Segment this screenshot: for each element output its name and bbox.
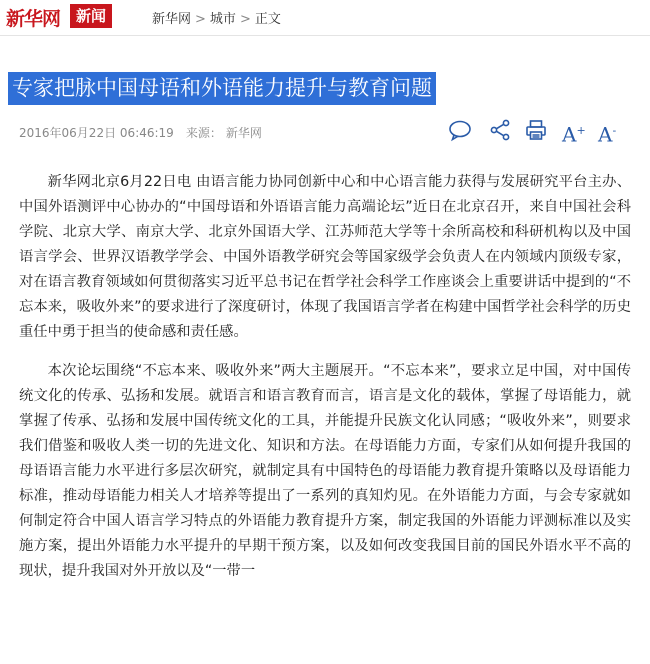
- publish-time: 06:46:19: [119, 126, 174, 140]
- breadcrumb: [152, 8, 281, 27]
- font-increase-glyph: A: [562, 122, 577, 147]
- publish-date: 2016年06月22日: [19, 126, 117, 140]
- font-decrease-minus: -: [612, 124, 617, 137]
- font-decrease-glyph: A: [598, 122, 613, 147]
- breadcrumb-current: 正文: [254, 12, 281, 27]
- header-divider: [0, 35, 650, 36]
- article-title: 专家把脉中国母语和外语能力提升与教育问题: [8, 72, 436, 105]
- breadcrumb-city[interactable]: 城市: [209, 12, 236, 27]
- article-paragraph: 本次论坛围绕“不忘本来、吸收外来”两大主题展开。“不忘本来”，要求立足中国，对中国传统文化的传承、弘扬和发展。就语言和语言教育而言，语言是文化的载体，掌握了母语能力，就掌握了传承、弘扬和发展中国传统文化的工具，并能提升民族文化认同感；“吸收外来”，则要求我们借鉴和吸收人类一切的先进文化、知识和方法。在母语能力方面，专家们从如何提升我国的母语语言能力水平进行多层次研究，就制定具有中国特色的母语能力教育提升策略以及母语能力标准，推动母语能力相关人才培养等提出了一系列的真知灼见。在外语能力方面，与会专家就如何制定符合中国人语言学习特点的外语能力教育提升方案，制定我国的外语能力评测标准以及实施方案，提出外语能力水平提升的早期干预方案，以及如何改变我国目前的国民外语水平不高的现状，提升我国对外开放以及“一带一: [19, 363, 631, 579]
- article-paragraph: 新华网北京6月22日电 由语言能力协同创新中心和中心语言能力获得与发展研究平台主办、中国外语测评中心协办的“中国母语和外语语言能力高端论坛”近日在北京召开，来自中国社会科学院、北京大学、南京大学、北京外国语大学、江苏师范大学等十余所高校和科研机构以及中国语言学会、世界汉语教学学会、中国外语教学研究会等国家级学会负责人在内领域内顶级专家，对在语言教育领域如何贯彻落实习近平总书记在哲学社会科学工作座谈会上重要讲话中提到的“不忘本来，吸收外来”的要求进行了深度研讨，体现了我国语言学者在构建中国哲学社会科学的历史重任中勇于担当的使命感和责任感。: [19, 174, 631, 340]
- article-body: [19, 170, 631, 598]
- source-name[interactable]: 新华网: [225, 126, 262, 140]
- share-icon[interactable]: [488, 118, 514, 146]
- font-increase-icon[interactable]: [562, 118, 588, 146]
- comment-icon[interactable]: [448, 118, 474, 146]
- font-increase-plus: +: [576, 124, 586, 137]
- font-decrease-icon[interactable]: [598, 118, 624, 146]
- channel-badge[interactable]: 新闻: [70, 4, 112, 28]
- article-meta: [19, 124, 262, 141]
- breadcrumb-separator: >: [195, 12, 206, 27]
- site-logo[interactable]: 新华网: [6, 8, 61, 30]
- article-toolbar: [448, 118, 628, 148]
- breadcrumb-separator: >: [239, 12, 251, 27]
- print-icon[interactable]: [524, 118, 550, 146]
- source-label: 来源：: [185, 126, 222, 140]
- breadcrumb-home[interactable]: 新华网: [152, 12, 192, 27]
- site-header: [0, 0, 650, 36]
